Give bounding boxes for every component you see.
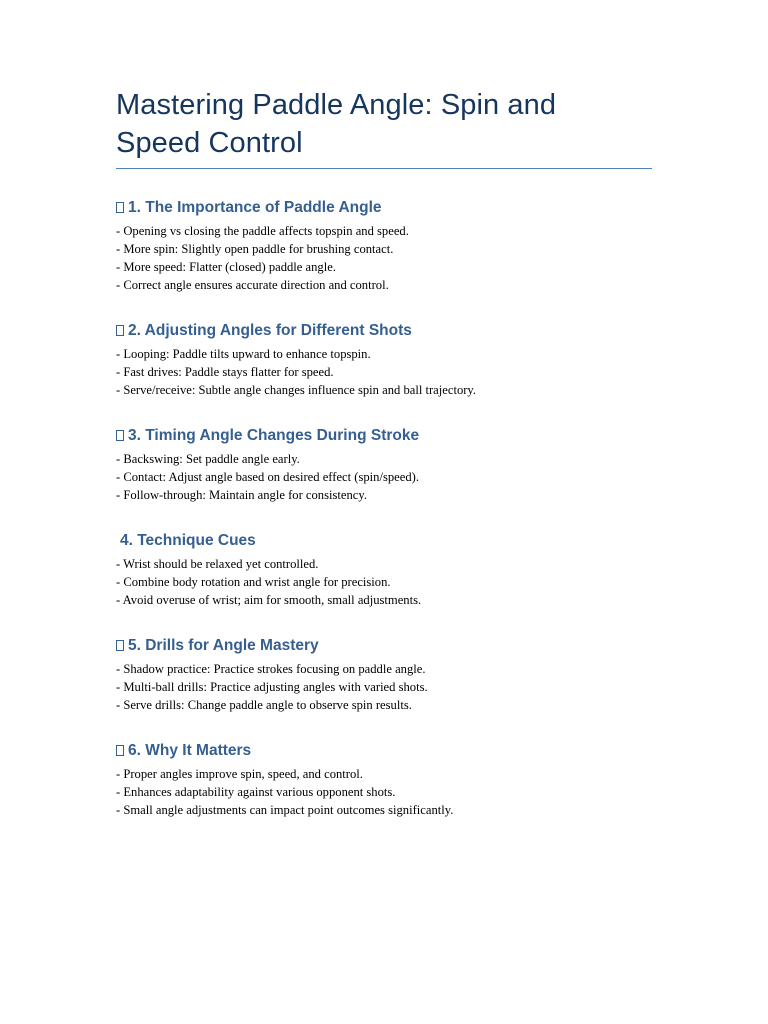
section-heading bbox=[116, 637, 652, 655]
bullet-item: - Avoid overuse of wrist; aim for smooth, small adjustments. bbox=[116, 593, 422, 607]
bullet-item: - Contact: Adjust angle based on desired effect (spin/speed). bbox=[116, 470, 419, 484]
bullet-item: - Multi-ball drills: Practice adjusting angles with varied shots. bbox=[116, 680, 428, 694]
section-heading-text: 1. The Importance of Paddle Angle bbox=[128, 199, 382, 216]
bullet-item: - Enhances adaptability against various opponent shots. bbox=[116, 785, 396, 799]
bullet-item: - Looping: Paddle tilts upward to enhance topspin. bbox=[116, 347, 371, 361]
section-heading bbox=[116, 532, 652, 550]
bullet-item: - Shadow practice: Practice strokes focusing on paddle angle. bbox=[116, 662, 426, 676]
section-heading bbox=[116, 742, 652, 760]
missing-glyph-icon bbox=[116, 640, 124, 651]
bullet-item: - Proper angles improve spin, speed, and control. bbox=[116, 767, 363, 781]
bullet-item: - Follow-through: Maintain angle for consistency. bbox=[116, 488, 368, 502]
section-timing-angle-changes bbox=[116, 427, 652, 504]
title-underline-rule bbox=[116, 168, 652, 169]
bullet-item: - Serve/receive: Subtle angle changes influence spin and ball trajectory. bbox=[116, 383, 477, 397]
missing-glyph-icon bbox=[116, 745, 124, 756]
section-technique-cues bbox=[116, 532, 652, 609]
missing-glyph-icon bbox=[116, 430, 124, 441]
bullet-item: - Wrist should be relaxed yet controlled. bbox=[116, 557, 319, 571]
section-adjusting-angles bbox=[116, 322, 652, 399]
section-drills-for-angle-mastery bbox=[116, 637, 652, 714]
section-importance-of-paddle-angle bbox=[116, 199, 652, 294]
missing-glyph-icon bbox=[116, 325, 124, 336]
bullet-item: - More speed: Flatter (closed) paddle angle. bbox=[116, 260, 336, 274]
bullet-item: - Small angle adjustments can impact point outcomes significantly. bbox=[116, 803, 454, 817]
section-heading bbox=[116, 322, 652, 340]
bullet-item: - Opening vs closing the paddle affects topspin and speed. bbox=[116, 224, 409, 238]
section-heading bbox=[116, 427, 652, 445]
missing-glyph-icon bbox=[116, 202, 124, 213]
section-heading-text: 4. Technique Cues bbox=[120, 532, 256, 549]
bullet-item: - Fast drives: Paddle stays flatter for speed. bbox=[116, 365, 334, 379]
document-body bbox=[116, 86, 652, 847]
document-title-line-2: Speed Control bbox=[116, 127, 303, 159]
bullet-item: - More spin: Slightly open paddle for brushing contact. bbox=[116, 242, 394, 256]
section-why-it-matters bbox=[116, 742, 652, 819]
bullet-item: - Combine body rotation and wrist angle for precision. bbox=[116, 575, 391, 589]
bullet-item: - Backswing: Set paddle angle early. bbox=[116, 452, 300, 466]
section-heading-text: 2. Adjusting Angles for Different Shots bbox=[128, 322, 412, 339]
document-title-line-1: Mastering Paddle Angle: Spin and bbox=[116, 89, 557, 121]
section-heading-text: 3. Timing Angle Changes During Stroke bbox=[128, 427, 420, 444]
section-heading-text: 6. Why It Matters bbox=[128, 742, 252, 759]
document-title bbox=[116, 86, 652, 168]
bullet-item: - Serve drills: Change paddle angle to observe spin results. bbox=[116, 698, 412, 712]
section-heading-text: 5. Drills for Angle Mastery bbox=[128, 637, 319, 654]
bullet-item: - Correct angle ensures accurate direction and control. bbox=[116, 278, 389, 292]
section-heading bbox=[116, 199, 652, 217]
